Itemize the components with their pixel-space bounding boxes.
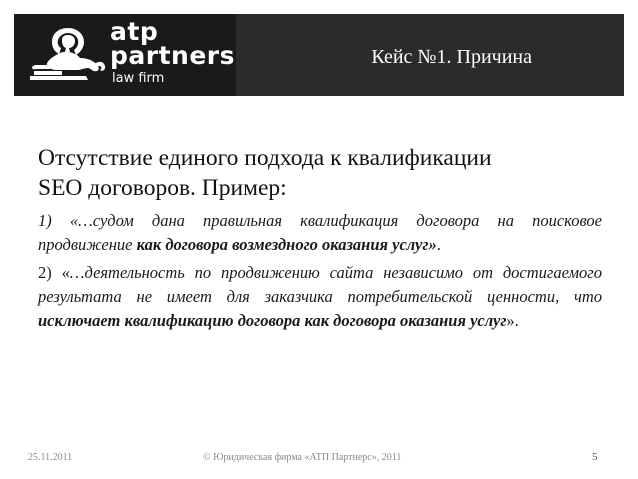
quote-1-intro: 1) «…судом дана правильная квалификация договора на поисковое продвижение [38,211,602,254]
logo-wordmark [110,19,235,85]
footer-copyright: © Юридическая фирма «АТП Партнерс», 2011 [203,452,402,463]
quote-2-bold: исключает квалификацию договора как договора оказания услуг [38,311,507,330]
slide-heading [38,143,602,203]
logo-word-law-firm: law firm [112,71,165,86]
slide-header [14,14,624,96]
logo-word-partners: partners [110,41,236,70]
footer-date: 25.11.2011 [28,452,73,463]
quote-1-bold: как договора возмездного оказания услуг» [136,235,437,254]
heading-line-1: Отсутствие единого подхода к квалификации [38,145,492,171]
lion-logo-icon [28,24,108,86]
slide-title: Кейс №1. Причина [371,46,532,68]
page-number: 5 [592,451,598,463]
slide-body [38,143,602,333]
quote-2-tail: ». [506,311,519,330]
quote-1 [38,209,602,257]
company-logo [14,14,236,96]
quote-2-prefix: 2) « [38,263,70,282]
logo-word-atp: atp [110,17,159,46]
heading-line-2: SEO договоров. Пример: [38,175,287,201]
quote-2-italic: …деятельность по продвижению сайта независимо от достигаемого результата не имеет для заказчика потребительской ценности, что [38,263,602,306]
quote-1-tail: . [436,235,441,254]
quote-2 [38,261,602,333]
